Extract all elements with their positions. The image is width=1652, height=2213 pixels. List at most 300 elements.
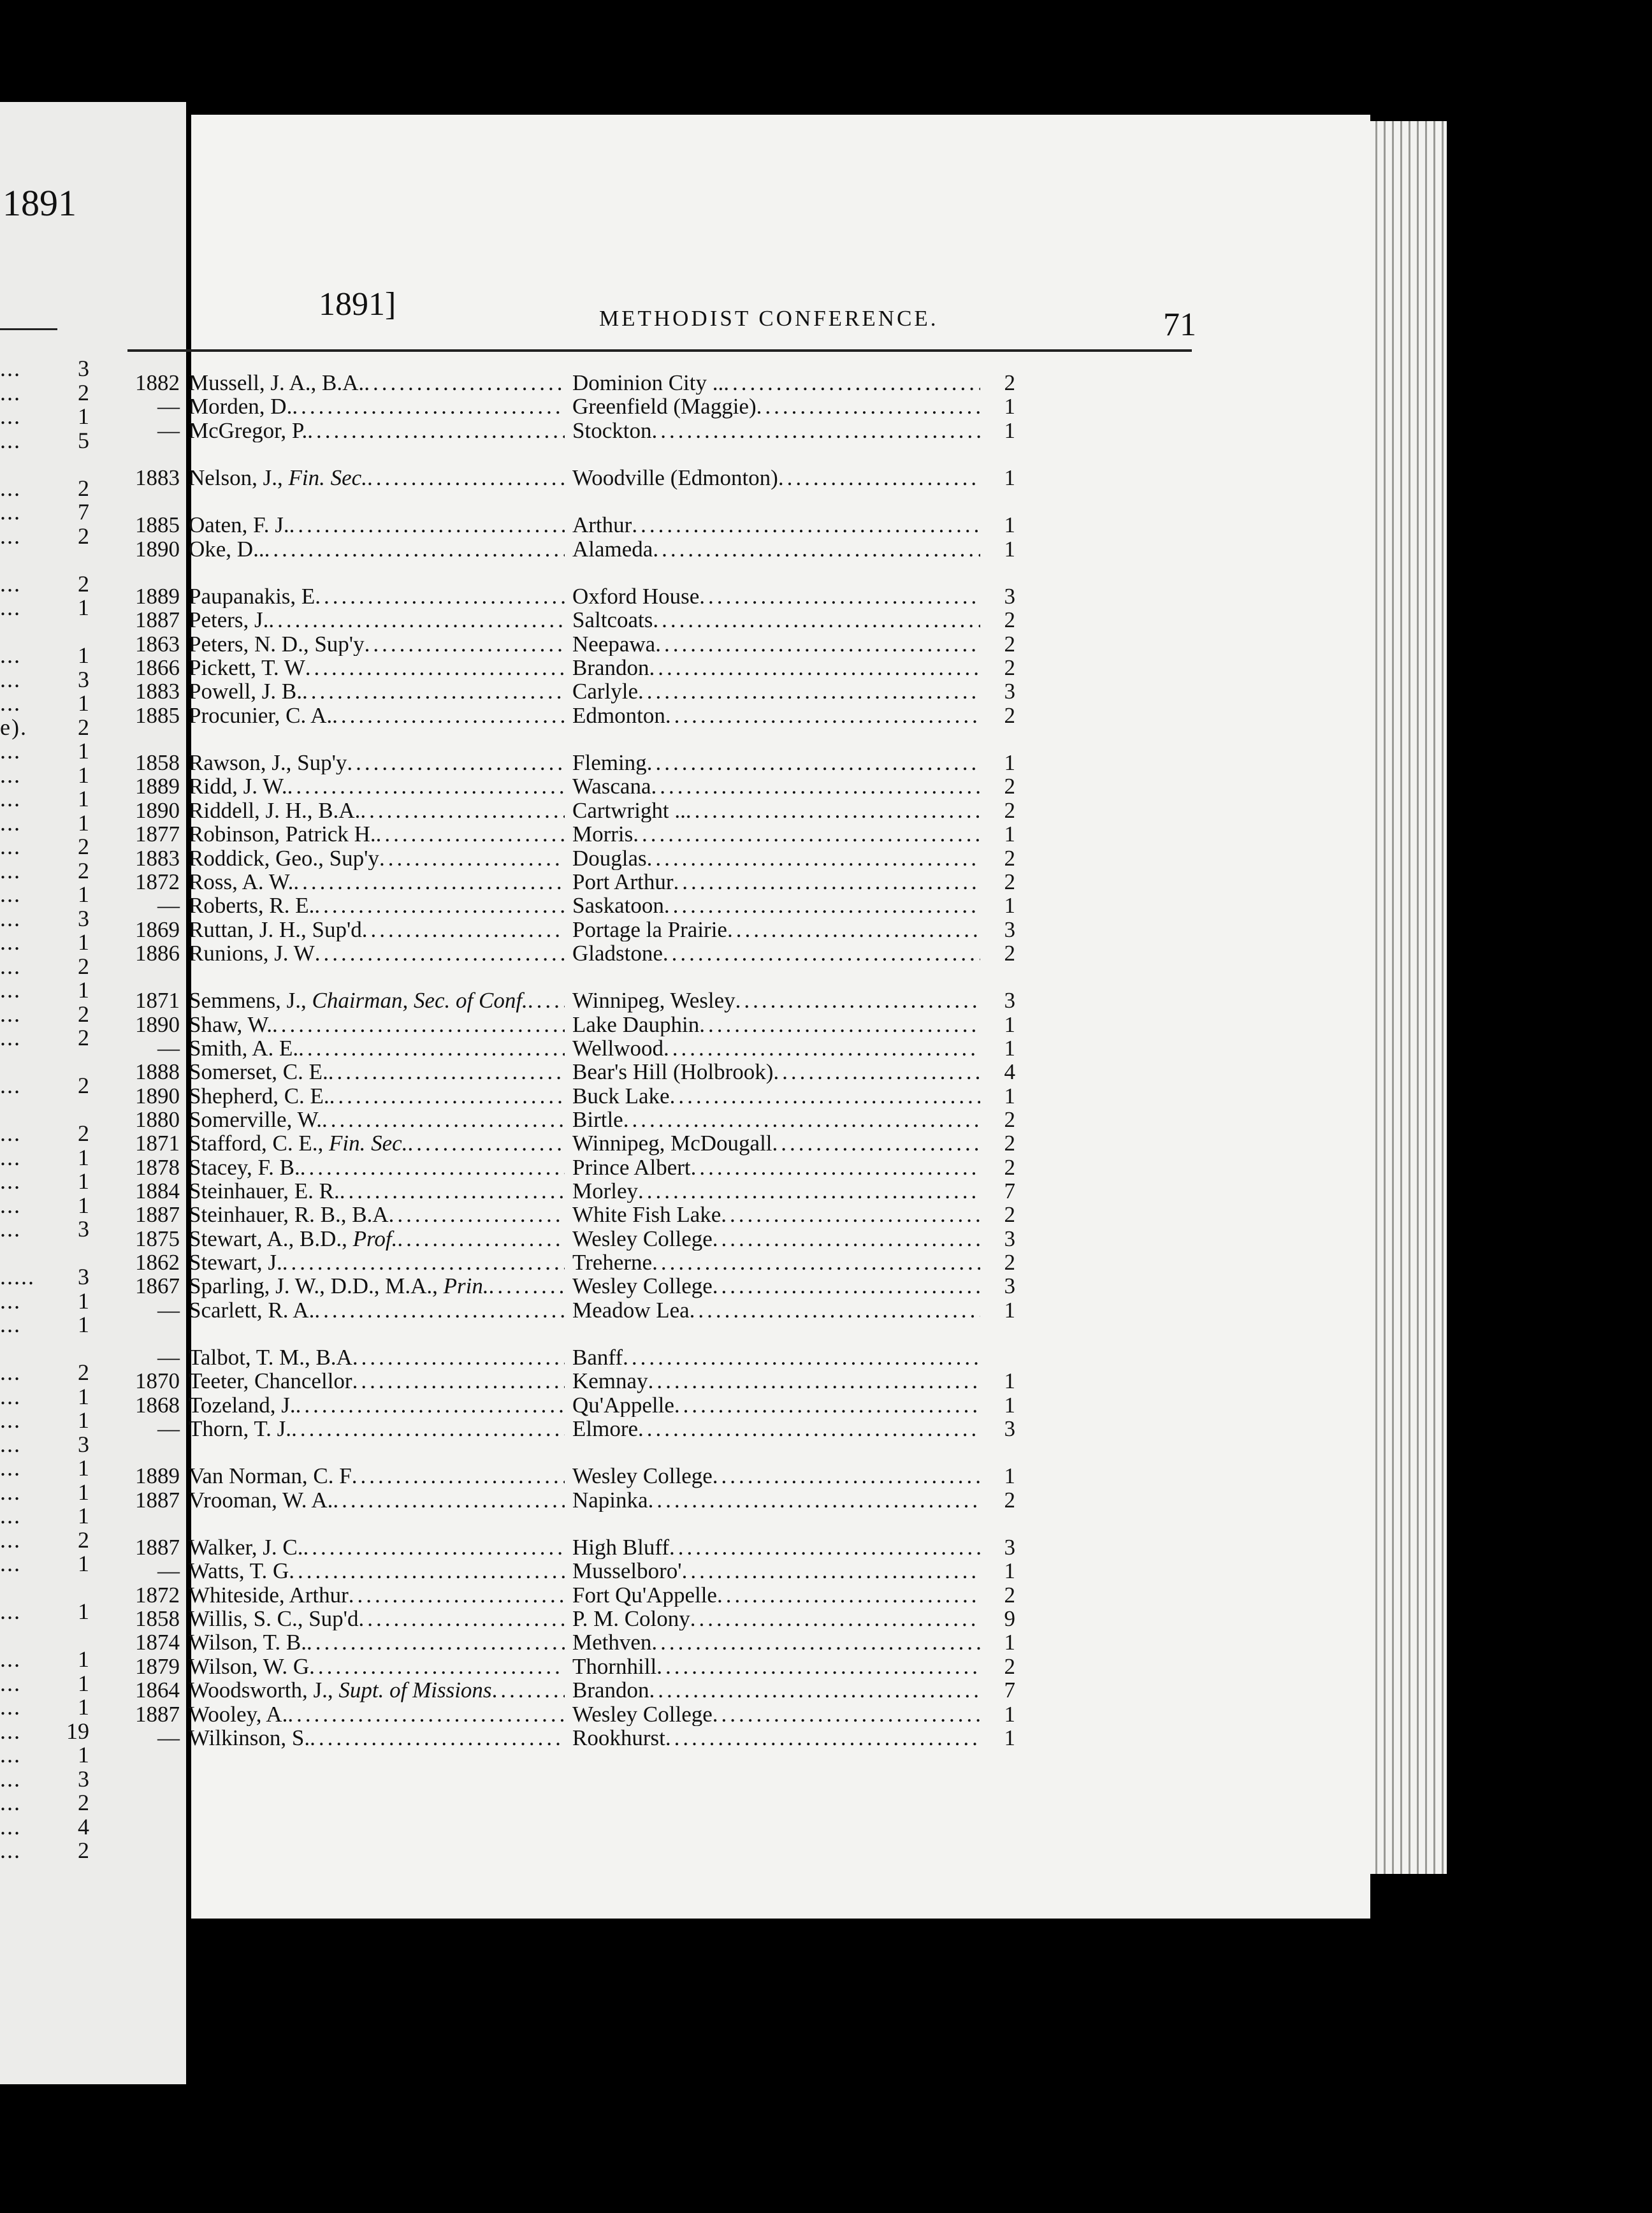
entry-years-count: 2 — [1004, 702, 1015, 728]
left-page-row-value: 2 — [78, 834, 89, 859]
entry-station-cell — [565, 1535, 980, 1559]
entry-years-count: 2 — [1004, 631, 1015, 657]
entry-years-count: 1 — [1004, 1035, 1015, 1061]
left-page-row-leader: ... — [0, 1313, 21, 1337]
dot-leader — [367, 466, 565, 490]
entry-year: 1889 — [135, 1463, 180, 1489]
minister-entry — [121, 704, 1198, 727]
entry-name-office: Fin. Sec. — [329, 1131, 408, 1156]
entry-name: Ridd, J. W. — [189, 774, 287, 799]
left-page-row — [0, 1026, 89, 1050]
entry-years-count: 2 — [1004, 1202, 1015, 1228]
entry-years-count: 1 — [1004, 893, 1015, 918]
dot-leader — [489, 1274, 565, 1298]
entry-name: Peters, J. — [189, 608, 269, 632]
left-page-row — [0, 1217, 89, 1242]
entry-name: Watts, T. G — [189, 1559, 289, 1583]
dot-leader — [376, 822, 565, 846]
dot-leader — [673, 870, 980, 894]
minister-entry — [121, 846, 1198, 870]
entry-year: 1883 — [135, 465, 180, 491]
left-page-row — [0, 1743, 89, 1767]
entry-station-cell — [565, 1726, 980, 1750]
left-page-row — [0, 1337, 89, 1361]
left-page-row-leader: ... — [0, 524, 21, 548]
left-page-row-leader: ... — [0, 1409, 21, 1433]
entry-name-cell — [189, 1274, 565, 1298]
entry-station-cell — [565, 1179, 980, 1203]
left-page-row — [0, 477, 89, 501]
entry-station-cell — [565, 1298, 980, 1322]
dot-leader — [305, 656, 565, 679]
entry-year: 1868 — [135, 1392, 180, 1418]
left-page-row-leader: ... — [0, 1122, 21, 1146]
left-page-row-value: 1 — [78, 595, 89, 620]
minister-entry — [121, 1036, 1198, 1060]
entry-station-cell — [565, 1630, 980, 1654]
entry-station-cell — [565, 1464, 980, 1488]
left-page-row-value: 1 — [78, 1670, 89, 1696]
group-gap — [121, 490, 1198, 513]
entry-year: 1872 — [135, 1582, 180, 1607]
dot-leader — [652, 1251, 980, 1274]
left-page-row-value: 1 — [78, 1503, 89, 1528]
entry-station: Dominion City .. — [572, 371, 724, 395]
entry-name: Somerset, C. E. — [189, 1060, 328, 1084]
entry-station: Alameda — [572, 537, 653, 562]
left-page-row-leader: ... — [0, 1456, 21, 1481]
left-page-row-leader: ... — [0, 931, 21, 955]
entry-station-cell — [565, 1251, 980, 1274]
entry-station: Port Arthur — [572, 869, 674, 894]
left-page-row-value: 2 — [78, 714, 89, 740]
entry-station: Winnipeg, McDougall — [572, 1131, 772, 1156]
entry-station: Banff — [572, 1346, 623, 1370]
entry-name-cell — [189, 1251, 565, 1274]
left-page-row-value: 3 — [78, 1216, 89, 1242]
entry-station: Qu'Appelle — [572, 1393, 674, 1418]
minister-entry — [121, 894, 1198, 917]
entry-years-count: 3 — [1004, 1273, 1015, 1299]
dot-leader — [332, 704, 565, 727]
dot-leader — [407, 1131, 565, 1155]
left-page-row-leader: ... — [0, 1384, 21, 1409]
entry-name: Steinhauer, R. B., B.A — [189, 1203, 389, 1227]
running-title: METHODIST CONFERENCE. — [599, 306, 939, 331]
entry-name-cell — [189, 371, 565, 395]
left-page-row-value: 2 — [78, 1121, 89, 1146]
left-page-row — [0, 1194, 89, 1218]
entry-years-count: 1 — [1004, 1392, 1015, 1418]
entry-years-count: 2 — [1004, 845, 1015, 871]
left-page-row-value: 3 — [78, 1264, 89, 1289]
entry-years-count: 3 — [1004, 1535, 1015, 1560]
entry-name-cell — [189, 1702, 565, 1726]
entry-station: Meadow Lea — [572, 1298, 690, 1323]
left-page-row — [0, 644, 89, 668]
ministers-list — [121, 371, 1198, 1750]
left-page-row-value: 1 — [78, 929, 89, 955]
entry-year: 1871 — [135, 988, 180, 1013]
entry-station-cell — [565, 1227, 980, 1251]
dot-leader — [268, 608, 565, 632]
minister-entry — [121, 1535, 1198, 1559]
minister-entry — [121, 1417, 1198, 1440]
entry-years-count: 1 — [1004, 465, 1015, 491]
entry-name: Shepherd, C. E. — [189, 1084, 330, 1108]
entry-name: Tozeland, J. — [189, 1393, 296, 1418]
entry-station-cell — [565, 846, 980, 870]
dot-leader — [647, 846, 980, 870]
entry-years-count: 4 — [1004, 1059, 1015, 1085]
left-page-row-leader: ... — [0, 859, 21, 883]
entry-station-cell — [565, 537, 980, 561]
minister-entry — [121, 466, 1198, 490]
left-page-row — [0, 1648, 89, 1672]
minister-entry — [121, 1179, 1198, 1203]
entry-station: Winnipeg, Wesley — [572, 989, 735, 1013]
entry-name-cell — [189, 1559, 565, 1583]
entry-station-cell — [565, 1607, 980, 1630]
minister-entry — [121, 774, 1198, 798]
entry-station-cell — [565, 894, 980, 917]
entry-name: Sparling, J. W., D.D., M.A., — [189, 1274, 444, 1298]
entry-station: White Fish Lake — [572, 1203, 721, 1227]
dot-leader — [379, 846, 565, 870]
left-page-row — [0, 1170, 89, 1194]
dot-leader — [623, 1108, 980, 1131]
entry-name-cell — [189, 704, 565, 727]
entry-years-count: 3 — [1004, 1226, 1015, 1251]
minister-entry — [121, 513, 1198, 537]
entry-station-cell — [565, 632, 980, 656]
left-page-row-leader: ... — [0, 1767, 21, 1791]
entry-year: 1879 — [135, 1653, 180, 1679]
entry-station: Treherne — [572, 1251, 653, 1275]
minister-entry — [121, 822, 1198, 846]
entry-years-count: 3 — [1004, 584, 1015, 609]
entry-name: Willis, S. C., Sup'd — [189, 1607, 359, 1631]
dot-leader — [656, 1655, 980, 1678]
left-page-row-leader: ... — [0, 1289, 21, 1313]
entry-station-cell — [565, 1559, 980, 1583]
dot-leader — [674, 1393, 980, 1417]
left-page-row-leader: ... — [0, 500, 21, 525]
entry-years-count: 1 — [1004, 1463, 1015, 1489]
entry-station-cell — [565, 1393, 980, 1417]
dot-leader — [298, 1036, 565, 1060]
dot-leader — [665, 1726, 980, 1750]
entry-years-count: 2 — [1004, 940, 1015, 966]
entry-year: 1889 — [135, 584, 180, 609]
left-page-row-leader: ... — [0, 1504, 21, 1528]
entry-name-office: Prin. — [443, 1274, 489, 1298]
left-page-row — [0, 596, 89, 620]
entry-station-cell — [565, 1036, 980, 1060]
entry-name-office: Fin. Sec. — [288, 466, 367, 490]
left-page-row — [0, 1528, 89, 1553]
dot-leader — [389, 1203, 565, 1226]
dot-leader — [340, 1179, 565, 1203]
left-page-row — [0, 1098, 89, 1122]
entry-station: High Bluff — [572, 1535, 669, 1560]
entry-name-cell — [189, 656, 565, 679]
entry-station-cell — [565, 1156, 980, 1179]
left-page-row — [0, 1265, 89, 1289]
entry-station-cell — [565, 395, 980, 418]
entry-years-count: 2 — [1004, 655, 1015, 681]
left-page-row — [0, 1242, 89, 1266]
left-page-row-leader: ... — [0, 596, 21, 620]
left-page-row-value: 1 — [78, 1694, 89, 1720]
entry-station: Fort Qu'Appelle — [572, 1583, 717, 1607]
dot-leader — [713, 1227, 980, 1251]
left-page-row-value: 1 — [78, 1312, 89, 1337]
group-gap — [121, 965, 1198, 989]
entry-years-count: 3 — [1004, 1416, 1015, 1442]
left-page-row — [0, 1122, 89, 1146]
entry-name-cell — [189, 1179, 565, 1203]
left-page-row — [0, 1815, 89, 1839]
entry-name-cell — [189, 584, 565, 608]
left-page-row-value: 1 — [78, 1168, 89, 1194]
entry-years-count: 2 — [1004, 1582, 1015, 1607]
entry-years-count: 1 — [1004, 1701, 1015, 1727]
entry-name-cell — [189, 1156, 565, 1179]
entry-station: Prince Albert — [572, 1155, 691, 1179]
left-page-row-leader: ... — [0, 667, 21, 692]
dot-leader — [727, 918, 980, 941]
entry-station: Brandon — [572, 1678, 649, 1702]
left-page-rule — [0, 328, 57, 330]
dot-leader — [735, 989, 980, 1012]
left-page-row — [0, 883, 89, 907]
left-page-row-value: 1 — [78, 882, 89, 907]
left-page-row-leader: ... — [0, 476, 21, 500]
entry-years-count: 1 — [1004, 1012, 1015, 1037]
dot-leader — [772, 1131, 980, 1155]
entry-name: Pickett, T. W — [189, 656, 305, 680]
entry-name-cell — [189, 679, 565, 703]
entry-name-cell — [189, 870, 565, 894]
dot-leader — [723, 371, 980, 395]
minister-entry — [121, 1630, 1198, 1654]
left-page-row-value: 2 — [78, 953, 89, 979]
left-page-year: 1891 — [3, 182, 76, 224]
entry-year: 1888 — [135, 1059, 180, 1085]
minister-entry — [121, 1060, 1198, 1084]
left-page-row-value: 3 — [78, 666, 89, 692]
dot-leader — [648, 1369, 980, 1393]
dot-leader — [315, 584, 565, 608]
dot-leader — [282, 1251, 565, 1274]
minister-entry — [121, 1464, 1198, 1488]
entry-years-count: 9 — [1004, 1606, 1015, 1632]
entry-name: Peters, N. D., Sup'y — [189, 632, 365, 657]
dot-leader — [713, 1464, 980, 1488]
left-page-row-value: 7 — [78, 499, 89, 525]
left-page-row-value: 2 — [78, 1790, 89, 1815]
entry-name: Semmens, J., — [189, 989, 312, 1013]
page-number: 71 — [1163, 307, 1196, 343]
left-page-row-value: 2 — [78, 523, 89, 549]
entry-years-count: 2 — [1004, 370, 1015, 395]
entry-name: Steinhauer, E. R. — [189, 1179, 340, 1203]
entry-name-cell — [189, 537, 565, 561]
page-year: 1891] — [319, 286, 396, 323]
left-page-row — [0, 668, 89, 692]
left-page-row — [0, 692, 89, 716]
left-page-row — [0, 1003, 89, 1027]
left-page-row-leader: ... — [0, 1815, 21, 1839]
entry-name-cell — [189, 1203, 565, 1226]
entry-station: Kemnay — [572, 1369, 648, 1393]
group-gap — [121, 727, 1198, 751]
entry-name-cell — [189, 941, 565, 965]
left-page-row-leader: ... — [0, 357, 21, 381]
entry-name-office: Supt. of Missions — [338, 1678, 492, 1702]
entry-station: Methven — [572, 1630, 652, 1655]
left-page-row — [0, 764, 89, 788]
entry-name: Paupanakis, E — [189, 584, 315, 609]
entry-years-count: 2 — [1004, 797, 1015, 823]
entry-name: Stewart, J. — [189, 1251, 282, 1275]
entry-year: — — [157, 1345, 180, 1370]
entry-name-office: Chairman, Sec. of Conf. — [312, 989, 528, 1013]
minister-entry — [121, 1583, 1198, 1607]
dot-leader — [289, 513, 565, 537]
entry-year: 1890 — [135, 536, 180, 562]
entry-years-count: 1 — [1004, 1083, 1015, 1108]
entry-year: 1889 — [135, 774, 180, 799]
left-page-row-leader: ... — [0, 1193, 21, 1217]
entry-year: 1862 — [135, 1250, 180, 1275]
dot-leader — [721, 1203, 980, 1226]
entry-years-count: 7 — [1004, 1178, 1015, 1203]
entry-year: 1874 — [135, 1630, 180, 1655]
left-page-row — [0, 1791, 89, 1815]
left-page-row-leader: ... — [0, 883, 21, 907]
left-page-row-value: 3 — [78, 1431, 89, 1457]
left-page-row-leader: ... — [0, 811, 21, 835]
entry-station-cell — [565, 1655, 980, 1678]
entry-station-cell — [565, 1678, 980, 1702]
minister-entry — [121, 1251, 1198, 1274]
left-page-row — [0, 859, 89, 883]
entry-name: Procunier, C. A. — [189, 703, 333, 728]
left-page-row-leader: ... — [0, 1361, 21, 1385]
entry-station: Musselboro' — [572, 1559, 682, 1583]
running-header — [127, 167, 1192, 243]
left-page-row — [0, 1074, 89, 1098]
entry-year: 1883 — [135, 845, 180, 871]
entry-name: Roberts, R. E. — [189, 894, 315, 918]
left-page-row-value: 2 — [78, 1025, 89, 1050]
entry-year: 1887 — [135, 1487, 180, 1513]
entry-station: P. M. Colony — [572, 1607, 690, 1631]
entry-year: 1887 — [135, 1202, 180, 1228]
minister-entry — [121, 679, 1198, 703]
dot-leader — [699, 1013, 980, 1036]
entry-years-count: 1 — [1004, 1630, 1015, 1655]
left-page-row-value: 2 — [78, 1838, 89, 1863]
entry-years-count: 2 — [1004, 607, 1015, 633]
left-page-row — [0, 1767, 89, 1792]
dot-leader — [287, 1702, 565, 1726]
entry-year: 1867 — [135, 1273, 180, 1299]
entry-station: Fleming — [572, 751, 647, 775]
entry-name: Wooley, A. — [189, 1702, 288, 1726]
minister-entry — [121, 1346, 1198, 1369]
dot-leader — [713, 1274, 980, 1298]
left-page-row — [0, 1481, 89, 1505]
left-page-row — [0, 1361, 89, 1385]
entry-station-cell — [565, 1108, 980, 1131]
entry-station-cell — [565, 1417, 980, 1440]
entry-year: — — [157, 1035, 180, 1061]
minister-entry — [121, 1369, 1198, 1393]
left-page-row-leader: ... — [0, 1026, 21, 1050]
left-page-row-value: 2 — [78, 1073, 89, 1098]
minister-entry — [121, 1274, 1198, 1298]
left-page-row-value: 1 — [78, 690, 89, 716]
left-page-row-leader: ... — [0, 1217, 21, 1242]
entry-years-count: 7 — [1004, 1678, 1015, 1703]
entry-name: Whiteside, Arthur — [189, 1583, 349, 1607]
entry-station-cell — [565, 1702, 980, 1726]
entry-name: Wilkinson, S. — [189, 1725, 310, 1750]
dot-leader — [352, 1346, 565, 1369]
left-page-row-leader: ... — [0, 1648, 21, 1672]
entry-station: Wellwood — [572, 1036, 663, 1061]
left-page-row-leader: ... — [0, 381, 21, 405]
entry-year: — — [157, 1558, 180, 1584]
entry-station: Wesley College — [572, 1274, 713, 1298]
entry-year: — — [157, 1416, 180, 1442]
entry-station: Oxford House — [572, 584, 700, 609]
group-gap — [121, 1512, 1198, 1535]
left-page-row-leader: ... — [0, 1074, 21, 1098]
left-page-row-leader: ... — [0, 787, 21, 811]
entry-years-count: 1 — [1004, 536, 1015, 562]
entry-station-cell — [565, 774, 980, 798]
entry-station: Saskatoon — [572, 894, 664, 918]
entry-year: 1869 — [135, 917, 180, 942]
minister-entry — [121, 1559, 1198, 1583]
left-page-row — [0, 1409, 89, 1433]
entry-year: 1871 — [135, 1131, 180, 1156]
entry-name: Scarlett, R. A. — [189, 1298, 315, 1323]
dot-leader — [362, 918, 565, 941]
left-page-row-leader: ... — [0, 1002, 21, 1026]
entry-station: Morley — [572, 1179, 639, 1203]
group-gap — [121, 1440, 1198, 1464]
entry-station-cell — [565, 679, 980, 703]
left-page-row-value: 3 — [78, 905, 89, 931]
dot-leader — [358, 1607, 565, 1630]
left-page-row-value: 3 — [78, 356, 89, 381]
left-page-row-value: 1 — [78, 642, 89, 668]
dot-leader — [638, 1179, 980, 1203]
left-page-row-leader: ..... — [0, 1265, 35, 1289]
left-page-row-value: 2 — [78, 1527, 89, 1553]
entry-year: 1884 — [135, 1178, 180, 1203]
dot-leader — [307, 419, 565, 442]
minister-entry — [121, 1726, 1198, 1750]
entry-years-count: 2 — [1004, 1106, 1015, 1132]
dot-leader — [647, 751, 980, 774]
left-page-row-value: 4 — [78, 1813, 89, 1839]
